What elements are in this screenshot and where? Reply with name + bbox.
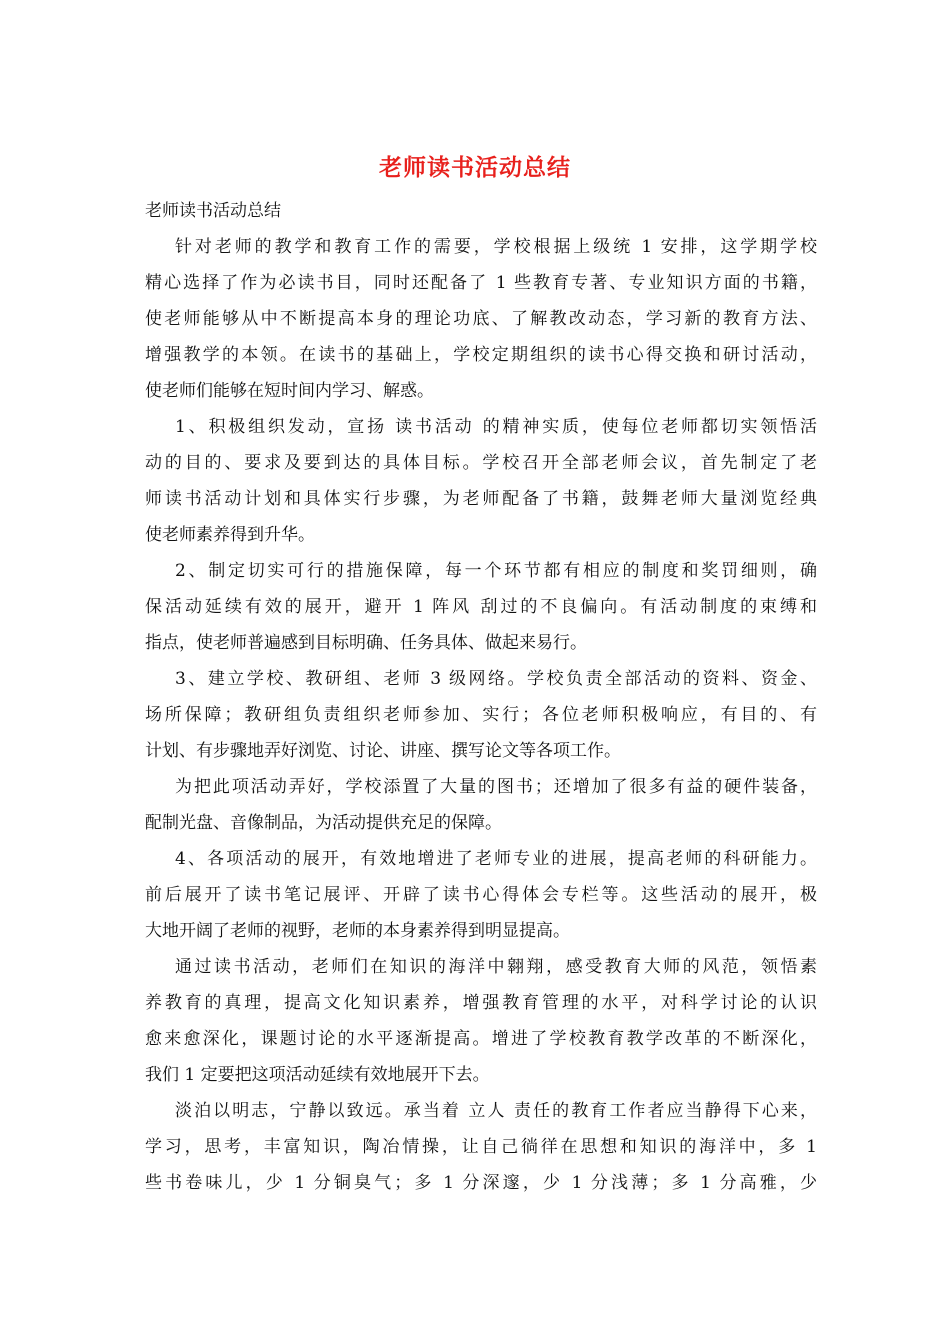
paragraph (145, 769, 817, 841)
text-line: 指点，使老师普遍感到目标明确、任务具体、做起来易行。 (145, 633, 587, 653)
text-line: 场所保障；教研组负责组织老师参加、实行；各位老师积极响应，有目的、有 (145, 705, 817, 725)
text-line: 些书卷味儿，少 1 分铜臭气；多 1 分深邃，少 1 分浅薄；多 1 分高雅，少 (145, 1173, 817, 1193)
text-line: 增强教学的本领。在读书的基础上，学校定期组织的读书心得交换和研讨活动， (145, 345, 817, 365)
text-line: 配制光盘、音像制品，为活动提供充足的保障。 (145, 813, 502, 833)
text-line: 4、各项活动的展开，有效地增进了老师专业的进展，提高老师的科研能力。 (175, 849, 817, 869)
text-line: 针对老师的教学和教育工作的需要，学校根据上级统 1 安排，这学期学校 (175, 237, 817, 257)
paragraph (145, 661, 817, 769)
text-line: 2、制定切实可行的措施保障，每一个环节都有相应的制度和奖罚细则，确 (175, 561, 817, 581)
text-line: 3、建立学校、教研组、老师 3 级网络。学校负责全部活动的资料、资金、 (175, 669, 817, 689)
paragraph (145, 841, 817, 949)
text-line: 通过读书活动，老师们在知识的海洋中翱翔，感受教育大师的风范，领悟素 (175, 957, 817, 977)
text-line: 1、积极组织发动，宣扬 读书活动 的精神实质，使每位老师都切实领悟活 (175, 417, 817, 437)
paragraph (145, 553, 817, 661)
text-line: 我们 1 定要把这项活动延续有效地展开下去。 (145, 1065, 490, 1085)
paragraph-list (145, 229, 817, 1201)
text-line: 使老师们能够在短时间内学习、解惑。 (145, 381, 434, 401)
text-line: 使老师素养得到升华。 (145, 525, 315, 545)
text-line: 养教育的真理，提高文化知识素养，增强教育管理的水平，对科学讨论的认识 (145, 993, 817, 1013)
text-line: 保活动延续有效的展开，避开 1 阵风 刮过的不良偏向。有活动制度的束缚和 (145, 597, 817, 617)
paragraph (145, 1093, 817, 1201)
text-line: 大地开阔了老师的视野，老师的本身素养得到明显提高。 (145, 921, 570, 941)
document-subtitle: 老师读书活动总结 (145, 201, 281, 221)
text-line: 前后展开了读书笔记展评、开辟了读书心得体会专栏等。这些活动的展开，极 (145, 885, 817, 905)
document-title: 老师读书活动总结 (379, 154, 571, 181)
paragraph (145, 409, 817, 553)
text-line: 师读书活动计划和具体实行步骤，为老师配备了书籍，鼓舞老师大量浏览经典 (145, 489, 817, 509)
text-line: 淡泊以明志，宁静以致远。承当着 立人 责任的教育工作者应当静得下心来， (175, 1101, 817, 1121)
text-line: 计划、有步骤地弄好浏览、讨论、讲座、撰写论文等各项工作。 (145, 741, 621, 761)
text-line: 使老师能够从中不断提高本身的理论功底、了解教改动态，学习新的教育方法、 (145, 309, 817, 329)
text-line: 为把此项活动弄好，学校添置了大量的图书；还增加了很多有益的硬件装备， (175, 777, 817, 797)
text-line: 动的目的、要求及要到达的具体目标。学校召开全部老师会议，首先制定了老 (145, 453, 817, 473)
paragraph (145, 229, 817, 409)
text-line: 愈来愈深化，课题讨论的水平逐渐提高。增进了学校教育教学改革的不断深化， (145, 1029, 817, 1049)
text-line: 学习，思考，丰富知识，陶冶情操，让自己徜徉在思想和知识的海洋中，多 1 (145, 1137, 817, 1157)
text-line: 精心选择了作为必读书目，同时还配备了 1 些教育专著、专业知识方面的书籍， (145, 273, 817, 293)
document-body (145, 193, 817, 1201)
paragraph (145, 949, 817, 1093)
